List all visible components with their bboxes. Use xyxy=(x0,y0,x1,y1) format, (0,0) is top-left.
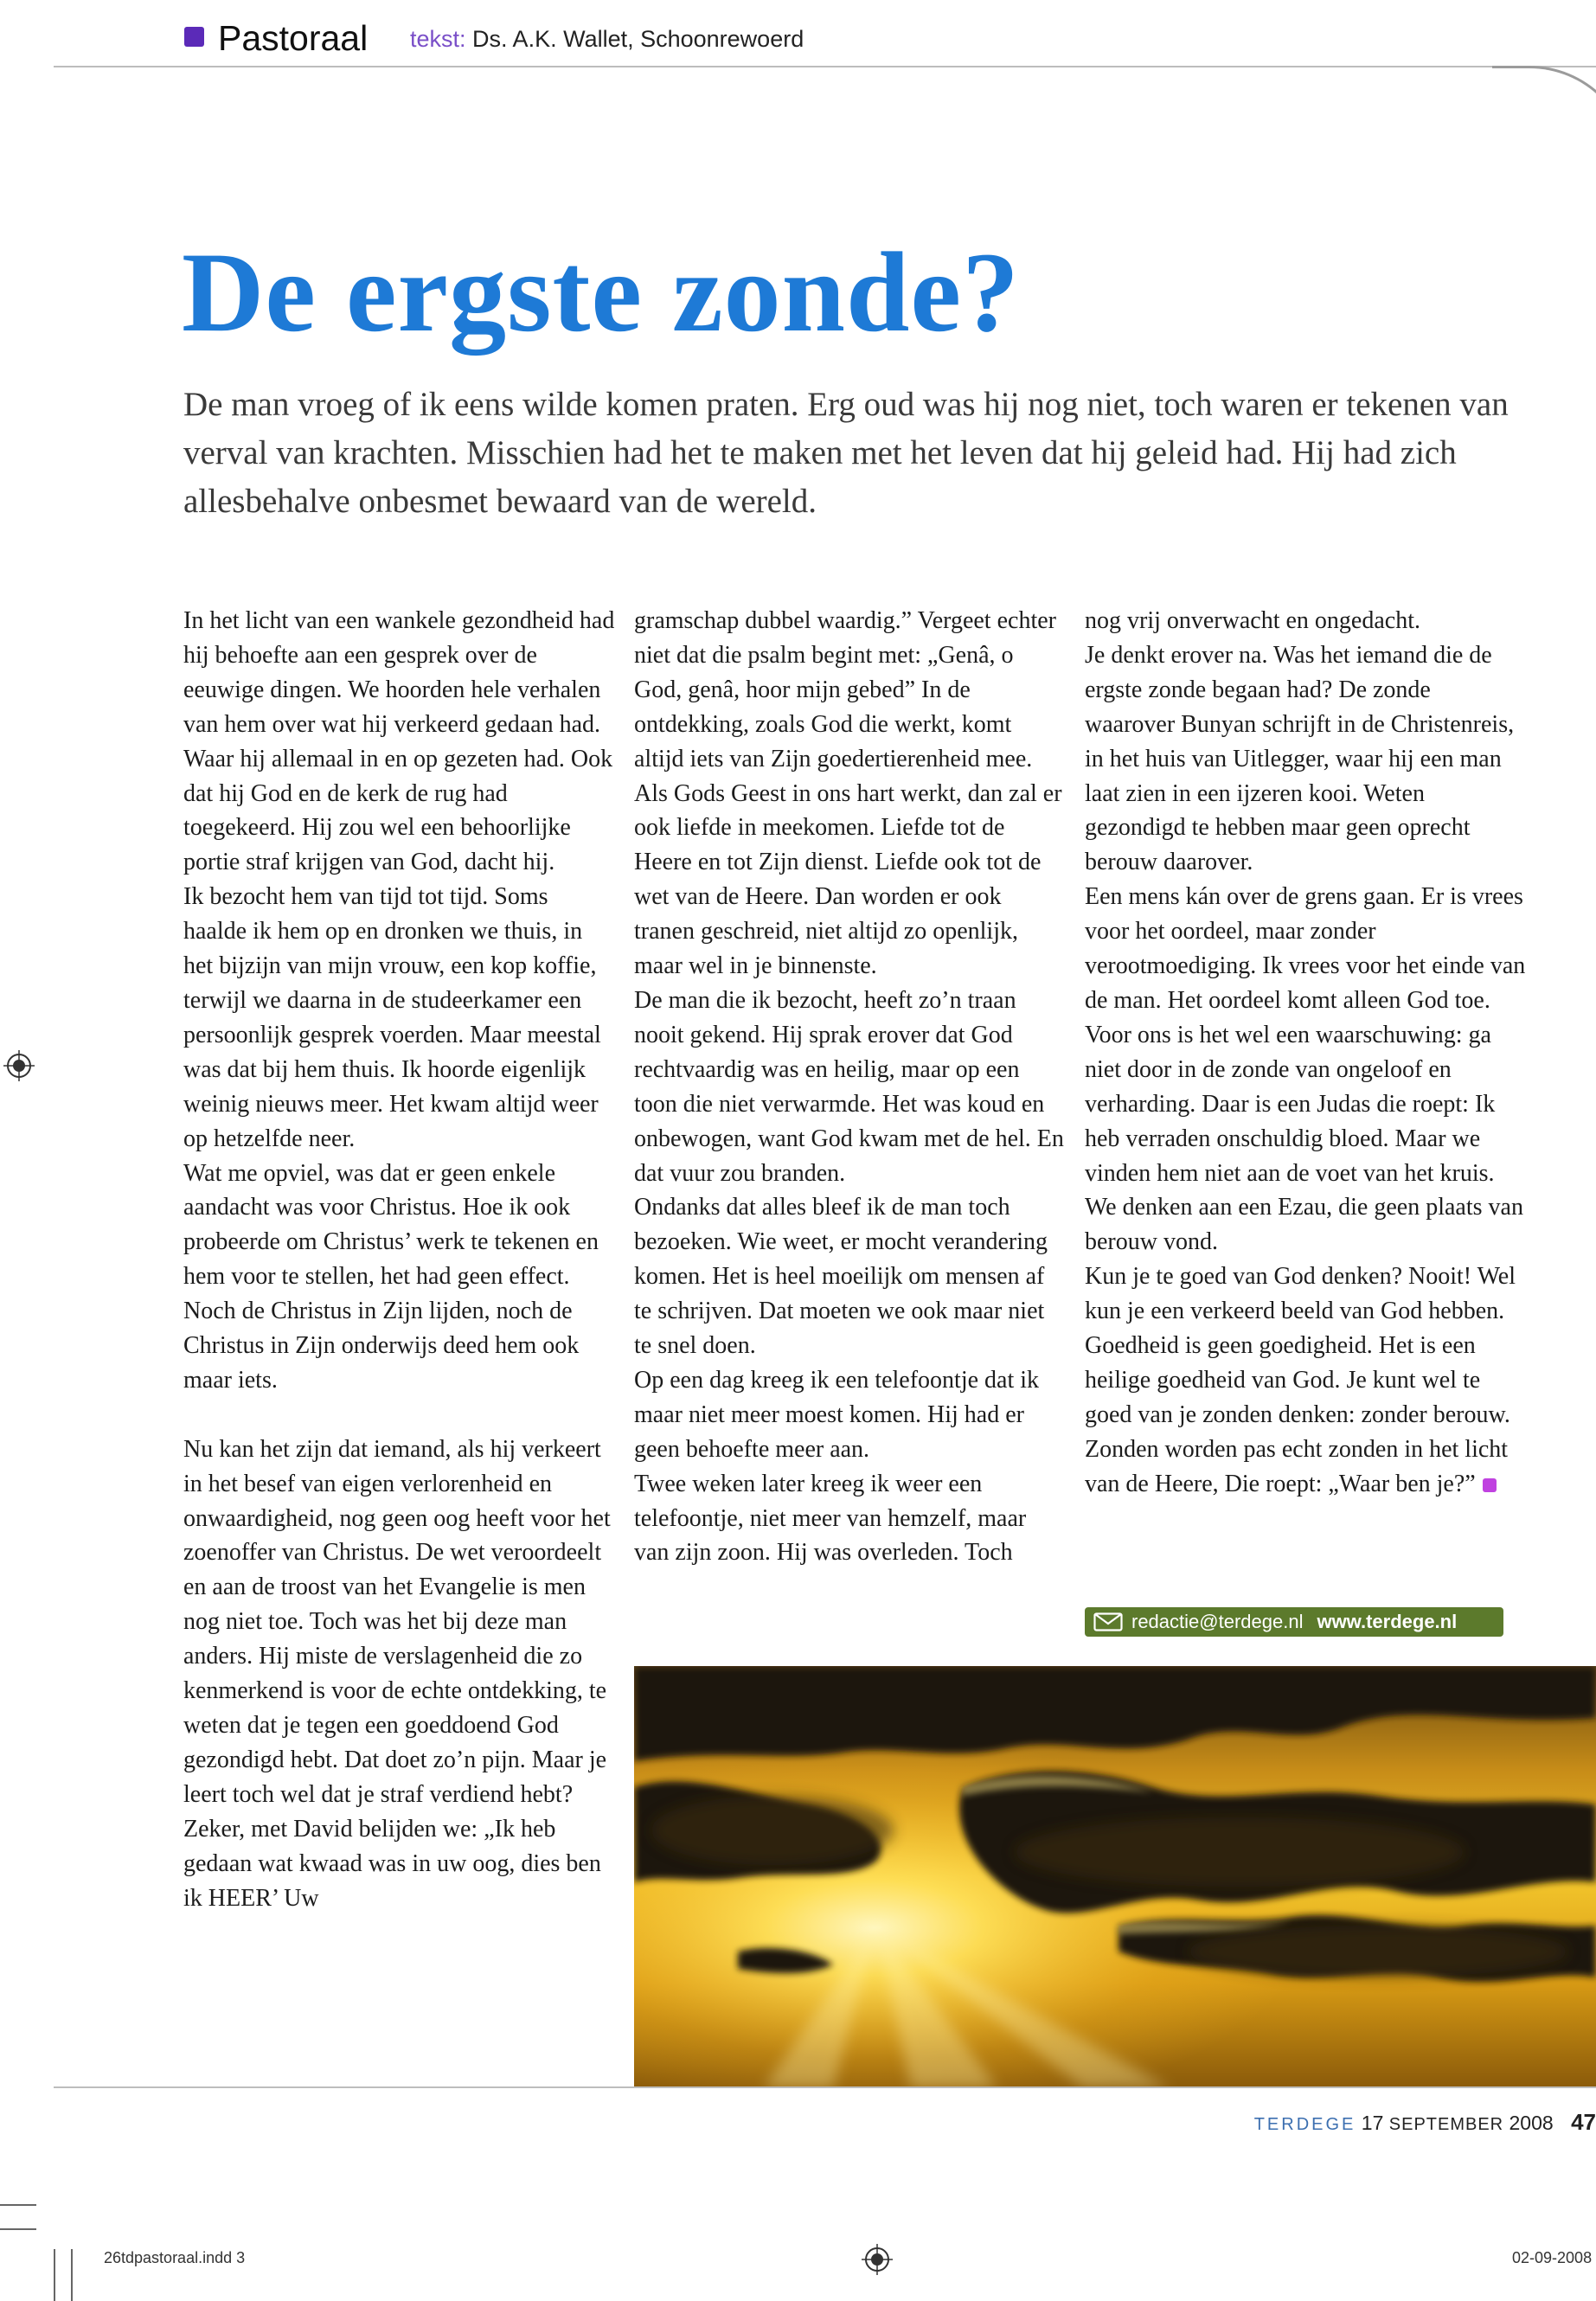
paragraph: De man die ik bezocht, heeft zo’n traan nooit gekend. Hij sprak erover dat God rechtvaardig was en heilig, maar op een toon die niet verwarmde. Het was koud en onbewogen, want God kwam met de hel. En dat vuur zou branden. xyxy=(634,986,1064,1187)
paragraph: gramschap dubbel waardig.” Vergeet echter niet dat die psalm begint met: „Genâ, o God, genâ, hoor mijn gebed” In de ontdekking, zoals God die werkt, komt altijd iets van Zijn goedertierenheid mee. Als Gods Geest in ons hart werkt, dan zal er ook liefde in meekomen. Liefde tot de Heere en tot Zijn dienst. Liefde ook tot de wet van de Heere. Dan worden er ook tranen geschreid, niet altijd zo openlijk, maar wel in je binnenste. xyxy=(634,607,1062,980)
page-corner xyxy=(1492,66,1596,189)
footer-rule xyxy=(54,2086,1596,2088)
paragraph: Nu kan het zijn dat iemand, als hij verkeert in het besef van eigen verlorenheid en onwaardigheid, nog geen oog heeft voor het zoenoffer van Christus. De wet veroordeelt en aan de troost van het Evangelie is men nog niet toe. Toch was het bij deze man anders. Hij miste de verslagenheid die zo kenmerkend is voor de echte ontdekking, te weten dat je tegen een goeddoend God gezondigd hebt. Dat doet zo’n pijn. Maar je leert toch wel dat je straf verdiend hebt? Zeker, met David belijden we: „Ik heb gedaan wat kwaad was in uw oog, dies ben ik HEER’ Uw xyxy=(183,1435,611,1912)
contact-email-link[interactable]: redactie@terdege.nl xyxy=(1131,1611,1304,1632)
paragraph: nog vrij onverwacht en ongedacht. xyxy=(1085,607,1420,634)
paragraph: Wat me opviel, was dat er geen enkele aandacht was voor Christus. Hoe ik ook probeerde om Christus’ werk te tekenen en hem voor te stellen, het had geen effect. Noch de Christus in Zijn lijden, noch de Christus in Zijn onderwijs deed hem ook maar iets. xyxy=(183,1159,599,1394)
paragraph-last-text: Kun je te goed van God denken? Nooit! Wel kun je een verkeerd beeld van God hebben. Goedheid is geen goedigheid. Het is een heilige goedheid van God. Je kunt wel te goed van je zonden denken: zonder berouw. Zonden worden pas echt zonden in het licht van de Heere, Die roept: „Waar ben je?” xyxy=(1085,1263,1516,1497)
crop-mark xyxy=(0,2204,36,2206)
article-title: De ergste zonde? xyxy=(182,228,1021,356)
article-intro: De man vroeg of ik eens wilde komen praten. Erg oud was hij nog niet, toch waren er tekenen van verval van krachten. Misschien had het te maken met het leven dat hij geleid had. Hij had zich allesbehalve onbesmet bewaard van de wereld. xyxy=(183,386,1509,520)
paragraph: Op een dag kreeg ik een telefoontje dat ik maar niet meer moest komen. Hij had er geen behoefte meer aan. xyxy=(634,1366,1040,1463)
end-mark xyxy=(1483,1478,1497,1492)
crop-mark xyxy=(0,2228,36,2230)
print-slug-filename: 26tdpastoraal.indd 3 xyxy=(104,2249,246,2266)
sunset-clouds-photo xyxy=(634,1666,1596,2088)
credit-author: Ds. A.K. Wallet, Schoonrewoerd xyxy=(472,26,804,52)
header-rule xyxy=(54,66,1596,67)
article-column-3 xyxy=(1085,604,1526,1502)
article-column-1 xyxy=(183,604,616,1915)
magazine-name: TERDEGE xyxy=(1253,2115,1356,2134)
section-title: Pastoraal xyxy=(218,18,369,58)
footer-date-year: 2008 xyxy=(1509,2112,1554,2134)
page-number: 47 xyxy=(1571,2109,1596,2135)
contact-bar xyxy=(1085,1607,1503,1637)
envelope-icon xyxy=(1093,1612,1123,1631)
section-marker xyxy=(184,27,204,47)
paragraph-last xyxy=(1085,1259,1526,1501)
registration-mark-icon xyxy=(3,1050,35,1081)
footer-date-month: SEPTEMBER xyxy=(1388,2115,1504,2134)
crop-mark xyxy=(54,2249,55,2301)
paragraph: Twee weken later kreeg ik weer een telefoontje, niet meer van hemzelf, maar van zijn zoon. Hij was overleden. Toch xyxy=(634,1470,1027,1567)
contact-website-link[interactable]: www.terdege.nl xyxy=(1317,1611,1458,1632)
paragraph: Je denkt erover na. Was het iemand die de ergste zonde begaan had? De zonde waarover Bunyan schrijft in de Christenreis, in het huis van Uitlegger, waar hij een man laat zien in een ijzeren kooi. Weten gezondigd te hebben maar geen oprecht berouw daarover. xyxy=(1085,641,1515,876)
footer-date-day: 17 xyxy=(1361,2112,1384,2134)
crop-mark xyxy=(71,2249,73,2301)
paragraph: Een mens kán over de grens gaan. Er is vrees voor het oordeel, maar zonder verootmoediging. Ik vrees voor het einde van de man. Het oordeel komt alleen God toe. Voor ons is het wel een waarschuwing: ga niet door in de zonde van ongeloof en verharding. Daar is een Judas die roept: Ik heb verraden onschuldig bloed. Maar we vinden hem niet aan de voet van het kruis. We denken aan een Ezau, die geen plaats van berouw vond. xyxy=(1085,883,1526,1256)
author-credit xyxy=(410,23,804,54)
paragraph: In het licht van een wankele gezondheid had hij behoefte aan een gesprek over de eeuwige dingen. We hoorden hele verhalen van hem over wat hij verkeerd gedaan had. Waar hij allemaal in en op gezeten had. Ook dat hij God en de kerk de rug had toegekeerd. Hij zou wel een behoorlijke portie straf krijgen van God, dacht hij. xyxy=(183,607,615,876)
registration-mark-icon xyxy=(862,2244,893,2275)
article-column-2 xyxy=(634,604,1067,1570)
page-footer xyxy=(1254,2109,1596,2138)
print-slug-date: 02-09-2008 xyxy=(1512,2249,1593,2266)
credit-label: tekst: xyxy=(410,26,466,52)
paragraph: Ik bezocht hem van tijd tot tijd. Soms haalde ik hem op en dronken we thuis, in het bijzijn van mijn vrouw, een kop koffie, terwijl we daarna in de studeerkamer een persoonlijk gesprek voerden. Maar meestal was dat bij hem thuis. Ik hoorde eigenlijk weinig nieuws meer. Het kwam altijd weer op hetzelfde neer. xyxy=(183,883,601,1152)
paragraph: Ondanks dat alles bleef ik de man toch bezoeken. Wie weet, er mocht verandering komen. Het is heel moeilijk om mensen af te schrijven. Dat moeten we ook maar niet te snel doen. xyxy=(634,1194,1048,1360)
